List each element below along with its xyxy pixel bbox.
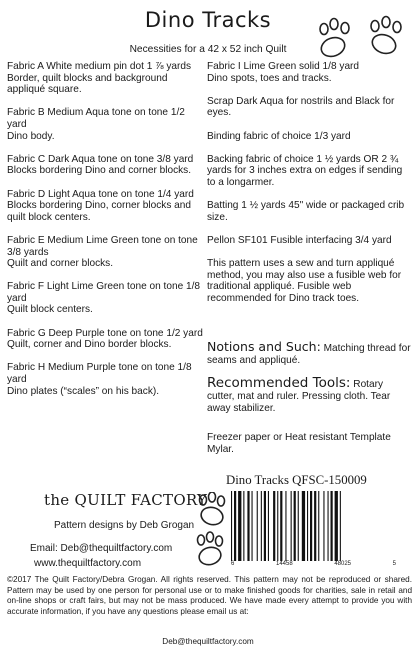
fabric-i-text: Fabric I Lime Green solid 1/8 yard Dino spots, toes and tracks. [207, 61, 360, 84]
list-item [7, 235, 205, 270]
fabric-d-text: Fabric D Light Aqua tone on tone 1/4 yard Blocks bordering Dino, corner blocks and quilt block centers. [7, 188, 194, 223]
list-item [7, 362, 205, 397]
barcode-bar [247, 491, 249, 561]
list-item [7, 107, 205, 142]
list-item [207, 61, 412, 84]
brand-email: Email: Deb@thequiltfactory.com [30, 543, 173, 554]
list-item [207, 131, 412, 143]
fabric-list-right [207, 61, 412, 316]
barcode-bar [294, 491, 296, 561]
barcode-digit-group: 14458 [275, 561, 293, 567]
freezer-text: Freezer paper or Heat resistant Template Mylar. [207, 432, 391, 455]
barcode-title: Dino Tracks QFSC-150009 [226, 473, 367, 487]
barcode-bar [298, 491, 299, 561]
page-subtitle: Necessities for a 42 x 52 inch Quilt [129, 44, 287, 55]
brand-logo: the QUILT FACTORY [44, 491, 208, 509]
barcode-bar [328, 491, 329, 561]
list-item [7, 61, 205, 96]
tools-section [207, 377, 412, 415]
fabric-b-text: Fabric B Medium Aqua tone on tone 1/2 yard Dino body. [7, 107, 185, 142]
list-item [207, 235, 412, 247]
fabric-g-text: Fabric G Deep Purple tone on tone 1/2 yard Quilt, corner and Dino border blocks. [7, 327, 203, 351]
barcode-bar [277, 491, 278, 561]
barcode-bar [252, 491, 253, 561]
barcode-bar [340, 491, 341, 561]
list-item [7, 328, 205, 351]
copyright-text: ©2017 The Quilt Factory/Debra Grogan. All rights reserved. This pattern may not be reproduced or shared. Pattern may be used by one person for personal use or to make finished goods for charities, sale in retail and on-line shops or craft fairs, but may not be mass produced. We have made every attempt to provide you with accurate information, if you have any questions please email us at: [7, 575, 412, 617]
barcode-bar [280, 491, 282, 561]
fabric-c-text: Fabric C Dark Aqua tone on tone 3/8 yard Blocks bordering Dino and corner blocks. [7, 153, 194, 177]
fabric-e-text: Fabric E Medium Lime Green tone on tone 3/8 yards Quilt and corner blocks. [7, 234, 198, 270]
barcode-bar [273, 491, 275, 561]
barcode-digits [231, 561, 396, 567]
list-item [207, 200, 412, 223]
list-item [207, 258, 412, 304]
fabric-list-left [7, 61, 205, 409]
barcode-bar [231, 491, 232, 561]
brand-tagline: Pattern designs by Deb Grogan [54, 520, 195, 531]
brand-website: www.thequiltfactory.com [34, 558, 142, 569]
binding-text: Binding fabric of choice 1/3 yard [207, 130, 351, 142]
fabric-a-text: Fabric A White medium pin dot 1 ⅞ yards Border, quilt blocks and background appliqué square. [7, 61, 192, 96]
method-text: This pattern uses a sew and turn appliqué method, you may also use a fusible web for traditional appliqué. Fusible web recommended for Dino track toes. [207, 258, 402, 304]
notions-section [207, 341, 412, 367]
backing-text: Backing fabric of choice 1 ½ yards OR 2 ¾ yards for 3 inches extra on edges if sending to a longarmer. [207, 153, 403, 188]
notions-text: Matching thread for seams and appliqué. [207, 343, 411, 366]
barcode-bar [285, 491, 286, 561]
barcode-digit-group: 6 [231, 561, 235, 567]
barcode-bar [307, 491, 308, 561]
fabric-h-text: Fabric H Medium Purple tone on tone 1/8 yard Dino plates (“scales” on his back). [7, 362, 192, 397]
barcode-icon [231, 491, 392, 561]
barcode-bar [291, 491, 292, 561]
pellon-text: Pellon SF101 Fusible interfacing 3/4 yard [207, 234, 392, 246]
barcode-bar [264, 491, 266, 561]
barcode-bar [243, 491, 244, 561]
tools-heading: Recommended Tools: [207, 375, 351, 391]
barcode-bar [261, 491, 262, 561]
barcode-bar [257, 491, 258, 561]
notions-heading: Notions and Such: [207, 339, 321, 354]
list-item [7, 189, 205, 224]
list-item [7, 154, 205, 177]
barcode-bar [314, 491, 316, 561]
barcode-bar [335, 491, 338, 561]
barcode-bar [310, 491, 312, 561]
batting-text: Batting 1 ½ yards 45" wide or packaged crib size. [207, 200, 405, 223]
paw-print-icon [196, 492, 226, 570]
tools-text: Rotary cutter, mat and ruler. Pressing cloth. Tear away stabilizer. [207, 379, 391, 414]
list-item [7, 281, 205, 316]
barcode-bar [323, 491, 324, 561]
barcode-bar [302, 491, 305, 561]
list-item [207, 96, 412, 119]
barcode-bar [238, 491, 241, 561]
scrap-text: Scrap Dark Aqua for nostrils and Black for eyes. [207, 95, 395, 119]
barcode-bar [268, 491, 269, 561]
barcode-bar [331, 491, 333, 561]
copyright-email: Deb@thequiltfactory.com [162, 637, 254, 646]
page-title: Dino Tracks [144, 8, 272, 32]
barcode-digit-group: 5 [392, 561, 396, 567]
barcode-bar [318, 491, 319, 561]
list-item [207, 154, 412, 189]
paw-print-icon [318, 14, 410, 62]
barcode-digit-group: 48025 [334, 561, 351, 567]
barcode-bar [234, 491, 236, 561]
fabric-f-text: Fabric F Light Lime Green tone on tone 1/8 yard Quilt block centers. [7, 281, 201, 316]
